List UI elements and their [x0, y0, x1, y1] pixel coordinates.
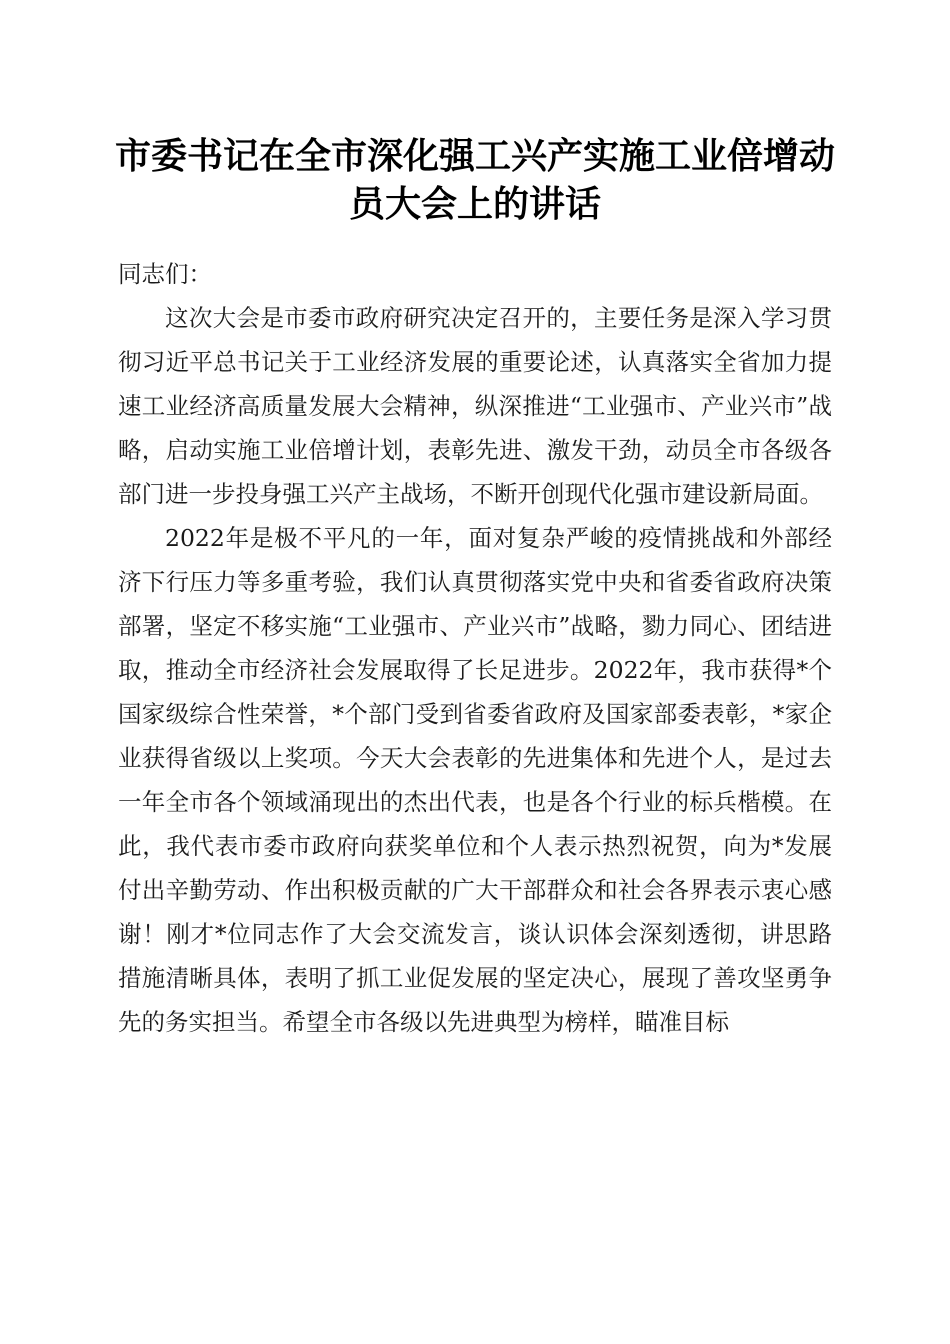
- document-body: [118, 252, 832, 1044]
- paragraph-2: 2022年是极不平凡的一年，面对复杂严峻的疫情挑战和外部经济下行压力等多重考验，我们认真贯彻落实党中央和省委省政府决策部署，坚定不移实施“工业强市、产业兴市”战略，勠力同心、团结进取，推动全市经济社会发展取得了长足进步。2022年，我市获得*个国家级综合性荣誉，*个部门受到省委省政府及国家部委表彰，*家企业获得省级以上奖项。今天大会表彰的先进集体和先进个人，是过去一年全市各个领域涌现出的杰出代表，也是各个行业的标兵楷模。在此，我代表市委市政府向获奖单位和个人表示热烈祝贺，向为*发展付出辛勤劳动、作出积极贡献的广大干部群众和社会各界表示衷心感谢！刚才*位同志作了大会交流发言，谈认识体会深刻透彻，讲思路措施清晰具体，表明了抓工业促发展的坚定决心，展现了善攻坚勇争先的务实担当。希望全市各级以先进典型为榜样，瞄准目标: [118, 524, 832, 1036]
- paragraph-1: 这次大会是市委市政府研究决定召开的，主要任务是深入学习贯彻习近平总书记关于工业经济发展的重要论述，认真落实全省加力提速工业经济高质量发展大会精神，纵深推进“工业强市、产业兴市”战略，启动实施工业倍增计划，表彰先进、激发干劲，动员全市各级各部门进一步投身强工兴产主战场，不断开创现代化强市建设新局面。: [118, 304, 832, 508]
- document-title: 市委书记在全市深化强工兴产实施工业倍增动员大会上的讲话: [114, 135, 835, 225]
- salutation: 同志们：: [118, 260, 212, 288]
